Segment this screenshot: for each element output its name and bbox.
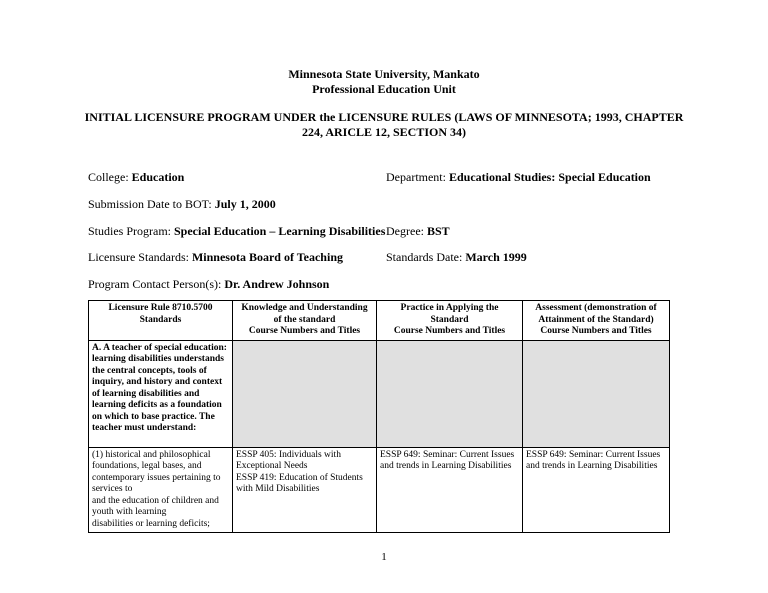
studies-program-value: Special Education – Learning Disabilities [174, 224, 386, 238]
header-practice-line-3: Course Numbers and Titles [393, 326, 506, 336]
page-number: 1 [381, 551, 387, 563]
header-knowledge-line-1: Knowledge and Understanding [241, 303, 368, 313]
program-title-line-2: 224, ARICLE 12, SECTION 34) [301, 125, 467, 139]
submission-date-value: July 1, 2000 [214, 197, 276, 211]
course-line: and trends in Learning Disabilities [526, 461, 658, 471]
department-label: Department: [386, 170, 446, 184]
degree-label: Degree: [386, 224, 424, 238]
table-header-row [89, 301, 670, 341]
course-line: ESSP 419: Education of Students [236, 472, 363, 483]
standards-table [88, 300, 670, 533]
header-knowledge-line-2: of the standard [273, 314, 336, 325]
program-title-line-1: INITIAL LICENSURE PROGRAM UNDER the LICENSURE RULES (LAWS OF MINNESOTA; 1993, CHAPTER [84, 110, 684, 124]
assessment-courses-cell [523, 447, 670, 533]
practice-courses-cell [377, 447, 523, 533]
course-line: Exceptional Needs [236, 461, 308, 471]
standard-a1-cell [89, 447, 233, 533]
column-header-practice [377, 301, 523, 341]
submission-date-label: Submission Date to BOT: [88, 197, 212, 211]
submission-date-field [88, 197, 276, 212]
standard-a-row [89, 340, 670, 447]
contact-person-value: Dr. Andrew Johnson [224, 277, 330, 291]
column-header-assessment [523, 301, 670, 341]
course-line: ESSP 649: Seminar: Current Issues [526, 449, 661, 460]
degree-value: BST [426, 224, 450, 238]
rule-text-line: foundations, legal bases, and [92, 461, 202, 471]
standards-date-value: March 1999 [465, 250, 527, 264]
contact-person-label: Program Contact Person(s): [88, 277, 222, 291]
rule-text-line: (1) historical and philosophical [92, 449, 211, 460]
shaded-cell [233, 340, 377, 447]
licensure-standards-value: Minnesota Board of Teaching [191, 250, 343, 264]
rule-text-line: and the education of children and [92, 495, 219, 506]
shaded-cell [377, 340, 523, 447]
header-assessment-line-1: Assessment (demonstration of [535, 303, 657, 313]
rule-text-line: disabilities or learning deficits; [92, 518, 210, 529]
university-name: Minnesota State University, Mankato [288, 67, 480, 81]
course-line: and trends in Learning Disabilities [380, 461, 512, 471]
column-header-knowledge [233, 301, 377, 341]
licensure-standards-label: Licensure Standards: [88, 250, 189, 264]
standard-a-cell: A. A teacher of special education: learning disabilities understands the central concepts, tools of inquiry, and history and context of learning disabilities and learning deficits as a foundation on which to base practice. The teacher must understand: [89, 340, 233, 447]
course-line: ESSP 405: Individuals with [236, 449, 341, 460]
rule-text-line: services to [92, 484, 133, 494]
header-rule-line-1: Licensure Rule 8710.5700 [108, 303, 213, 313]
rule-text-line: youth with learning [92, 507, 167, 517]
college-label: College: [88, 170, 129, 184]
knowledge-courses-cell [233, 447, 377, 533]
studies-program-field [88, 224, 385, 239]
college-value: Education [131, 170, 185, 184]
course-line: ESSP 649: Seminar: Current Issues [380, 449, 515, 460]
header-practice-line-1: Practice in Applying the [400, 303, 499, 313]
contact-person-field [88, 277, 329, 292]
header-assessment-line-2: Attainment of the Standard) [538, 314, 654, 325]
shaded-cell [523, 340, 670, 447]
unit-name: Professional Education Unit [312, 82, 456, 96]
header-rule-line-2: Standards [139, 314, 182, 325]
department-value: Educational Studies: Special Education [448, 170, 651, 184]
department-field [386, 170, 651, 185]
standards-date-field [386, 250, 527, 265]
rule-text-line: contemporary issues pertaining to [92, 472, 221, 483]
header-assessment-line-3: Course Numbers and Titles [540, 326, 652, 336]
studies-program-label: Studies Program: [88, 224, 171, 238]
licensure-standards-field [88, 250, 343, 265]
header-practice-line-2: Standard [430, 314, 469, 325]
course-line: with Mild Disabilities [236, 484, 320, 494]
college-field [88, 170, 184, 185]
standard-a1-row [89, 447, 670, 533]
degree-field [386, 224, 450, 239]
column-header-rule [89, 301, 233, 341]
standards-date-label: Standards Date: [386, 250, 463, 264]
header-knowledge-line-3: Course Numbers and Titles [248, 326, 361, 336]
